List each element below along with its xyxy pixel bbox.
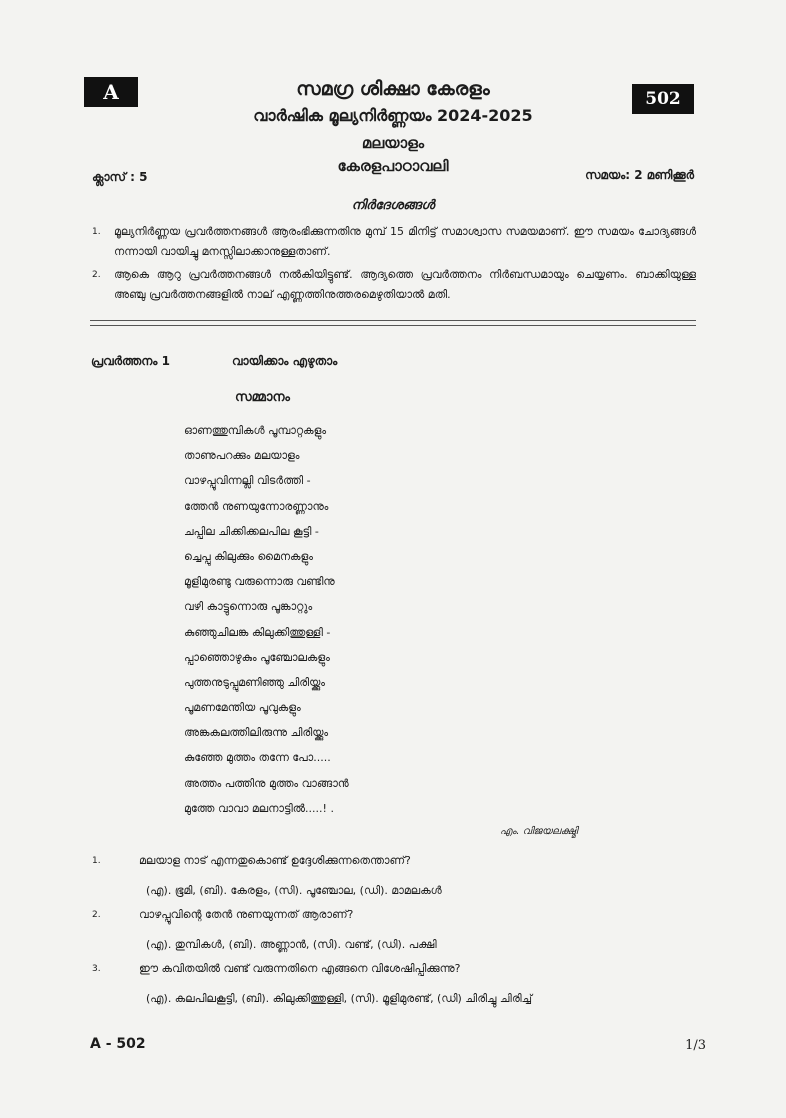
question-number: 2. [92, 910, 101, 920]
poem-line: അത്തം പത്തിനു മുത്തം വാങ്ങാൻ [184, 776, 349, 790]
poem-lines [184, 418, 349, 821]
poem-line: ത്തേൻ നുണയുന്നോരണ്ണാനും [184, 499, 329, 513]
poem-line: അങ്കകലത്തിലിരുന്നു ചിരിയ്ക്കും [184, 726, 329, 740]
instruction-item [92, 265, 696, 305]
poem-line: കുഞ്ഞുചിലങ്ക കിലുക്കിത്തുള്ളി - [184, 625, 331, 639]
question-options: (എ). തുമ്പികൾ, (ബി). അണ്ണാൻ, (സി). വണ്ട്, (ഡി). പക്ഷി [146, 938, 437, 951]
textbook-name: കേരളപാഠാവലി [337, 157, 449, 175]
instruction-number: 2. [92, 270, 101, 280]
page-number: 1/3 [685, 1038, 706, 1053]
divider-line [90, 320, 696, 321]
activity-label: പ്രവർത്തനം 1 [91, 354, 170, 368]
poem-line: പൂമണമേന്തിയ പൂവുകളും [184, 701, 301, 715]
poem-line: വഴി കാട്ടുന്നൊരു പൂങ്കാറ്റും [184, 600, 313, 614]
subject-name: മലയാളം [361, 134, 425, 152]
question-options: (എ). ഭൂമി, (ബി). കേരളം, (സി). പൂഞ്ചോല, (ഡി). മാമലകൾ [146, 884, 442, 897]
question-text: ഈ കവിതയിൽ വണ്ട് വരുന്നതിനെ എങ്ങനെ വിശേഷിപ്പിക്കുന്നു? [139, 962, 461, 975]
code-label-box: 502 [632, 84, 694, 114]
poem-line: താണുപറക്കും മലയാളം [184, 449, 300, 463]
poem-line: മൂളിമുരണ്ടു വരുന്നൊരു വണ്ടിനു [184, 575, 335, 589]
exam-title: സമഗ്ര ശിക്ഷാ കേരളം [296, 78, 490, 100]
activity-title: വായിക്കാം എഴുതാം [232, 354, 338, 368]
set-label-box: A [84, 77, 138, 107]
poem-line: പുത്തനുടുപ്പുമണിഞ്ഞു ചിരിയ്ക്കും [184, 675, 325, 689]
poem-title: സമ്മാനം [235, 390, 290, 405]
poem-line: ഓണത്തുമ്പികൾ പൂമ്പാറ്റകളും [184, 424, 327, 437]
poet-name: എം. വിജയലക്ഷ്മി [500, 826, 578, 837]
poem-line: വാഴപ്പൂവിന്നല്ലി വിടർത്തി - [184, 474, 311, 488]
instruction-item [92, 222, 696, 262]
time-label: സമയം: 2 മണിക്കൂർ [585, 168, 694, 182]
instruction-text: മൂല്യനിർണ്ണയ പ്രവർത്തനങ്ങൾ ആരംഭിക്കുന്നതിനു മുമ്പ് 15 മിനിട്ട് സമാശ്വാസ സമയമാണ്. ഈ സമയം ചോദ്യങ്ങൾ നന്നായി വായിച്ചു മനസ്സിലാക്കാനുള്ളതാണ്. [114, 225, 696, 258]
exam-subtitle: വാർഷിക മൂല്യനിർണ്ണയം 2024-2025 [253, 106, 533, 125]
instruction-number: 1. [92, 227, 101, 237]
footer-code: A - 502 [90, 1036, 146, 1052]
poem-line: പ്പാഞ്ഞൊഴുകും പൂഞ്ചോലകളും [184, 650, 330, 664]
instructions-heading: നിർദേശങ്ങൾ [351, 198, 435, 213]
poem-line: ചപ്പില ചിക്കിക്കലപില കൂട്ടി - [184, 524, 319, 538]
question-number: 1. [92, 856, 101, 866]
question-number: 3. [92, 964, 101, 974]
poem-line: ച്ചെപ്പു കിലുക്കും മൈനകളും [184, 549, 314, 563]
question-text: മലയാള നാട് എന്നതുകൊണ്ട് ഉദ്ദേശിക്കുന്നതെന്താണ്? [139, 854, 411, 867]
question-options: (എ). കലപിലകൂട്ടി, (ബി). കിലുക്കിത്തുള്ളി, (സി). മൂളിമുരണ്ട്, (ഡി) ചിരിച്ചു ചിരിച്ച് [146, 992, 533, 1005]
poem-line: മുത്തേ വാവാ മലനാട്ടിൽ.....! . [184, 801, 334, 815]
question-text: വാഴപ്പൂവിന്റെ തേൻ നുണയുന്നത് ആരാണ്? [139, 908, 354, 921]
divider-line [90, 325, 696, 326]
class-label: ക്ലാസ് : 5 [92, 170, 148, 184]
poem-line: കുഞ്ഞേ മുത്തം തന്നേ പോ..... [184, 751, 331, 765]
instruction-text: ആകെ ആറു പ്രവർത്തനങ്ങൾ നൽകിയിട്ടുണ്ട്. ആദ്യത്തെ പ്രവർത്തനം നിർബന്ധമായും ചെയ്യണം. ബാക്കിയുള്ള അഞ്ചു പ്രവർത്തനങ്ങളിൽ നാല് എണ്ണത്തിനുത്തരമെഴുതിയാൽ മതി. [114, 268, 696, 301]
